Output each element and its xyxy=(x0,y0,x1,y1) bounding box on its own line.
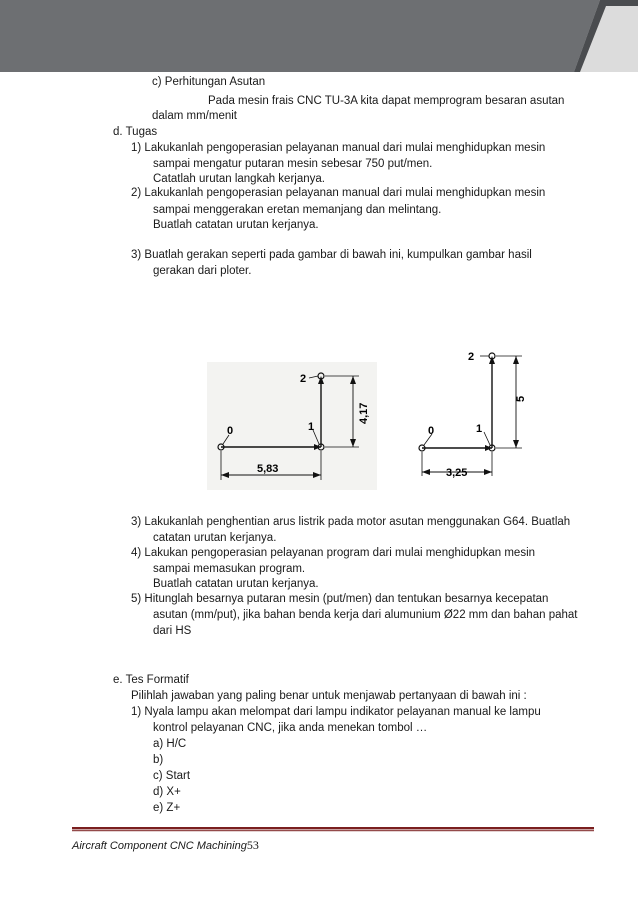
option-b: b) xyxy=(153,754,164,766)
task-4-line2: catatan urutan kerjanya. xyxy=(153,532,277,544)
option-c: c) Start xyxy=(153,770,191,782)
label-point-1: 1 xyxy=(308,421,315,433)
task-2-line3: Buatlah catatan urutan kerjanya. xyxy=(153,219,319,231)
task-2-line2: sampai menggerakan eretan memanjang dan melintang. xyxy=(153,204,442,216)
task-5-line1: 4) Lakukan pengoperasian pelayanan program dari mulai menghidupkan mesin xyxy=(131,547,536,559)
section-e-heading: e. Tes Formatif xyxy=(113,674,189,686)
motion-diagram-right xyxy=(408,346,528,486)
label-point-1: 1 xyxy=(476,423,483,435)
task-1-line2: sampai mengatur putaran mesin sebesar 750 put/men. xyxy=(153,158,433,170)
header-banner xyxy=(0,0,638,72)
option-d: d) X+ xyxy=(153,786,181,798)
task-3-line2: gerakan dari ploter. xyxy=(153,265,252,277)
label-point-2: 2 xyxy=(300,373,307,385)
label-point-0: 0 xyxy=(227,425,234,437)
dimension-y: 4,17 xyxy=(358,402,370,424)
section-d-heading: d. Tugas xyxy=(113,126,158,138)
task-6-line2: asutan (mm/put), jika bahan benda kerja dari alumunium Ø22 mm dan bahan pahat xyxy=(153,609,578,621)
section-c-heading: c) Perhitungan Asutan xyxy=(152,76,266,88)
task-6-line1: 5) Hitunglah besarnya putaran mesin (put/men) dan tentukan besarnya kecepatan xyxy=(131,593,549,605)
section-c-line1: Pada mesin frais CNC TU-3A kita dapat memprogram besaran asutan xyxy=(208,95,565,107)
question-1-line1: 1) Nyala lampu akan melompat dari lampu indikator pelayanan manual ke lampu xyxy=(131,706,541,718)
dimension-x: 3,25 xyxy=(446,467,468,479)
footer xyxy=(72,838,259,853)
task-1-line1: 1) Lakukanlah pengoperasian pelayanan manual dari mulai menghidupkan mesin xyxy=(131,142,546,154)
section-e-intro: Pilihlah jawaban yang paling benar untuk menjawab pertanyaan di bawah ini : xyxy=(131,690,527,702)
footer-title: Aircraft Component CNC Machining xyxy=(72,840,247,852)
task-5-line3: Buatlah catatan urutan kerjanya. xyxy=(153,578,319,590)
label-point-0: 0 xyxy=(428,425,435,437)
task-5-line2: sampai memasukan program. xyxy=(153,563,306,575)
label-point-2: 2 xyxy=(468,351,475,363)
dimension-x: 5,83 xyxy=(257,463,279,475)
task-4-line1: 3) Lakukanlah penghentian arus listrik pada motor asutan menggunakan G64. Buatlah xyxy=(131,516,571,528)
section-c-line2: dalam mm/menit xyxy=(152,110,237,122)
task-2-line1: 2) Lakukanlah pengoperasian pelayanan manual dari mulai menghidupkan mesin xyxy=(131,187,546,199)
task-1-line3: Catatlah urutan langkah kerjanya. xyxy=(153,173,325,185)
page-number: 53 xyxy=(246,838,259,852)
motion-diagram-left xyxy=(207,362,377,490)
option-a: a) H/C xyxy=(153,738,187,750)
task-3-line1: 3) Buatlah gerakan seperti pada gambar di bawah ini, kumpulkan gambar hasil xyxy=(131,249,532,261)
footer-rule xyxy=(72,827,594,832)
task-6-line3: dari HS xyxy=(153,625,192,637)
question-1-line2: kontrol pelayanan CNC, jika anda menekan tombol … xyxy=(153,722,428,734)
dimension-y: 5 xyxy=(515,395,527,402)
option-e: e) Z+ xyxy=(153,802,181,814)
